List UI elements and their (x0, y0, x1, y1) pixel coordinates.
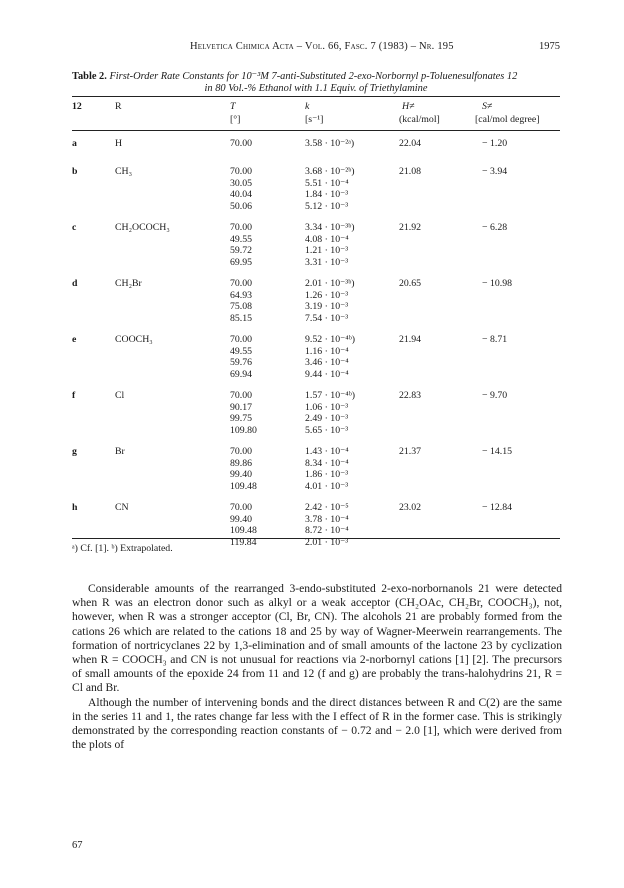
temperature-value: 40.04 (230, 189, 253, 201)
rate-constant-value: 1.06 · 10⁻³ (305, 401, 349, 413)
table-row (72, 138, 560, 166)
temperature-value: 119.84 (230, 536, 257, 548)
substituent: Br (115, 446, 125, 457)
activation-enthalpy: 22.83 (399, 390, 422, 401)
caption-line2: in 80 Vol.-% Ethanol with 1.1 Equiv. of Triethylamine (204, 83, 428, 94)
rate-constant-value: 7.54 · 10⁻³ (305, 312, 349, 324)
substituent: CH₃ (115, 166, 133, 177)
header-enthalpy-unit: (kcal/mol] (399, 114, 440, 125)
substituent: CH₂Br (115, 278, 142, 289)
activation-entropy: − 9.70 (482, 390, 508, 401)
rate-constant-value: 1.86 · 10⁻³ (305, 469, 349, 481)
table-footnote: ᵃ) Cf. [1]. ᵇ) Extrapolated. (72, 543, 173, 554)
rate-constant-value: 9.44 · 10⁻⁴ (305, 368, 349, 380)
running-header (70, 41, 560, 55)
table-row (72, 278, 560, 334)
rate-constant-value: 1.43 · 10⁻⁴ (305, 446, 349, 457)
temperature-values (230, 390, 257, 436)
rate-constant-value: 4.01 · 10⁻³ (305, 480, 349, 492)
activation-entropy: − 1.20 (482, 138, 508, 149)
temperature-value: 50.06 (230, 200, 253, 212)
activation-enthalpy: 21.94 (399, 334, 422, 345)
temperature-value: 70.00 (230, 502, 253, 513)
rate-constant-values (305, 138, 354, 150)
header-compound: 12 (72, 101, 82, 112)
temperature-value: 49.55 (230, 233, 253, 245)
rate-constant-value: 3.34 · 10⁻³ᵇ) (305, 222, 355, 233)
substituent: Cl (115, 390, 125, 401)
compound-id: f (72, 390, 76, 401)
temperature-value: 30.05 (230, 177, 253, 189)
compound-id: e (72, 334, 77, 345)
temperature-values (230, 138, 252, 150)
temperature-value: 85.15 (230, 312, 253, 324)
rate-constant-value: 3.19 · 10⁻³ (305, 301, 349, 313)
activation-enthalpy: 20.65 (399, 278, 422, 289)
activation-enthalpy: 23.02 (399, 502, 422, 513)
activation-entropy: − 3.94 (482, 166, 508, 177)
temperature-value: 49.55 (230, 345, 253, 357)
temperature-value: 75.08 (230, 301, 253, 313)
temperature-value: 109.80 (230, 424, 257, 436)
activation-enthalpy: 22.04 (399, 138, 422, 149)
table-label: Table 2. (72, 71, 107, 82)
rate-constant-value: 3.68 · 10⁻²ᵇ) (305, 166, 355, 177)
rate-constant-value: 8.72 · 10⁻⁴ (305, 525, 349, 537)
temperature-value: 69.95 (230, 256, 253, 268)
activation-entropy: − 14.15 (482, 446, 513, 457)
rate-constant-values (305, 166, 355, 212)
temperature-value: 70.00 (230, 446, 253, 457)
temperature-value: 70.00 (230, 222, 253, 233)
table-row (72, 222, 560, 278)
table-bottom-rule (72, 538, 560, 539)
activation-enthalpy: 21.37 (399, 446, 422, 457)
temperature-value: 59.76 (230, 357, 253, 369)
rate-constant-values (305, 222, 355, 268)
temperature-values (230, 334, 252, 380)
page-number-top: 1975 (539, 41, 560, 52)
temperature-value: 70.00 (230, 138, 253, 149)
header-rate-constant-unit: [s⁻¹] (305, 114, 324, 125)
header-entropy-unit: [cal/mol degree] (475, 114, 540, 125)
article-body (72, 582, 562, 752)
temperature-values (230, 278, 252, 324)
rate-constant-value: 1.84 · 10⁻³ (305, 189, 349, 201)
table-header (72, 101, 560, 127)
rate-constant-value: 3.31 · 10⁻³ (305, 256, 349, 268)
body-paragraph-2: Although the number of intervening bonds and the direct distances between R and C(2) are the same in the series 11 and 1, the rates change far less with the I effect of R in the former case. This is strikingly demonstrated by the corresponding reaction constants of − 0.72 and − 2.0 [1], which were derived from the plots of (72, 695, 562, 752)
rate-constant-value: 2.01 · 10⁻³ᵇ) (305, 278, 355, 289)
rate-constant-value: 1.16 · 10⁻⁴ (305, 345, 349, 357)
temperature-value: 99.75 (230, 413, 253, 425)
rate-constant-values (305, 334, 355, 380)
rate-constant-value: 9.52 · 10⁻⁴ᵇ) (305, 334, 355, 345)
compound-id: d (72, 278, 78, 289)
caption-line1: First-Order Rate Constants for 10⁻³M 7-anti-Substituted 2-exo-Norbornyl p-Toluenesulfonates 12 (109, 71, 518, 82)
rate-constant-value: 3.78 · 10⁻⁴ (305, 513, 349, 525)
activation-entropy: − 6.28 (482, 222, 508, 233)
substituent: COOCH₃ (115, 334, 153, 345)
compound-id: a (72, 138, 77, 149)
table-row (72, 446, 560, 502)
temperature-value: 70.00 (230, 390, 253, 401)
rate-constant-value: 5.51 · 10⁻⁴ (305, 177, 349, 189)
temperature-values (230, 446, 257, 492)
table-top-rule (72, 96, 560, 97)
rate-constant-value: 8.34 · 10⁻⁴ (305, 457, 349, 469)
rate-constant-value: 3.46 · 10⁻⁴ (305, 357, 349, 369)
rate-constant-value: 3.58 · 10⁻²ᵃ) (305, 138, 355, 149)
compound-id: g (72, 446, 77, 457)
rate-constant-values (305, 502, 349, 548)
activation-enthalpy: 21.92 (399, 222, 422, 233)
rate-constant-value: 4.08 · 10⁻⁴ (305, 233, 349, 245)
substituent: CH₂OCOCH₃ (115, 222, 170, 233)
compound-id: b (72, 166, 78, 177)
temperature-value: 64.93 (230, 289, 253, 301)
rate-constant-value: 1.57 · 10⁻⁴ᵇ) (305, 390, 355, 401)
rate-constant-values (305, 278, 355, 324)
rate-constant-value: 1.21 · 10⁻³ (305, 245, 349, 257)
temperature-value: 59.72 (230, 245, 253, 257)
temperature-value: 90.17 (230, 401, 253, 413)
temperature-value: 70.00 (230, 278, 253, 289)
page-number-bottom: 67 (72, 840, 83, 851)
rate-constant-values (305, 446, 349, 492)
table-row (72, 390, 560, 446)
rate-constant-value: 2.01 · 10⁻³ (305, 536, 349, 548)
substituent: H (115, 138, 123, 149)
temperature-value: 70.00 (230, 166, 253, 177)
compound-id: c (72, 222, 77, 233)
rate-constant-value: 2.49 · 10⁻³ (305, 413, 349, 425)
temperature-value: 69.94 (230, 368, 253, 380)
temperature-value: 109.48 (230, 525, 257, 537)
temperature-value: 99.40 (230, 469, 253, 481)
temperature-values (230, 222, 252, 268)
activation-enthalpy: 21.08 (399, 166, 422, 177)
temperature-value: 99.40 (230, 513, 253, 525)
activation-entropy: − 8.71 (482, 334, 508, 345)
temperature-value: 70.00 (230, 334, 253, 345)
header-substituent: R (115, 101, 122, 112)
table-header-rule (72, 130, 560, 131)
rate-constant-value: 2.42 · 10⁻⁵ (305, 502, 349, 513)
table-caption (72, 71, 560, 95)
journal-title: Helvetica Chimica Acta – Vol. 66, Fasc. 7 (1983) – Nr. 195 (190, 41, 454, 52)
temperature-values (230, 166, 252, 212)
header-entropy: S≠ (482, 101, 493, 112)
table-row (72, 334, 560, 390)
substituent: CN (115, 502, 129, 513)
header-enthalpy: H≠ (402, 101, 415, 112)
header-temperature: T (230, 101, 236, 112)
temperature-value: 89.86 (230, 457, 253, 469)
rate-constant-value: 1.26 · 10⁻³ (305, 289, 349, 301)
temperature-value: 109.48 (230, 480, 257, 492)
table-row (72, 166, 560, 222)
temperature-values (230, 502, 257, 548)
header-temperature-unit: [°] (230, 114, 241, 125)
compound-id: h (72, 502, 78, 513)
rate-constant-value: 5.12 · 10⁻³ (305, 200, 349, 212)
rate-constant-values (305, 390, 355, 436)
rate-constant-value: 5.65 · 10⁻³ (305, 424, 349, 436)
activation-entropy: − 12.84 (482, 502, 513, 513)
header-rate-constant: k (305, 101, 310, 112)
activation-entropy: − 10.98 (482, 278, 513, 289)
body-paragraph-1: Considerable amounts of the rearranged 3-endo-substituted 2-exo-norbornanols 21 were detected when R was an electron donor such as alkyl or a weak acceptor (CH₂OAc, CH₂Br, COOCH₃), not, however, when R was a stronger acceptor (Cl, Br, CN). The alcohols 21 are probably formed from the cations 26 which are related to the cations 18 and 25 by way of Wagner-Meerwein rearrangements. The formation of nortricyclanes 22 by 1,3-elimination and of small amounts of the lactone 23 by cyclization when R = COOCH₃ and CN is not unusual for reactions via 2-norbornyl cations [1] [2]. The precursors of small amounts of the epoxide 24 from 11 and 12 (f and g) are probably the trans-halohydrins 21, R = Cl and Br. (72, 582, 562, 695)
